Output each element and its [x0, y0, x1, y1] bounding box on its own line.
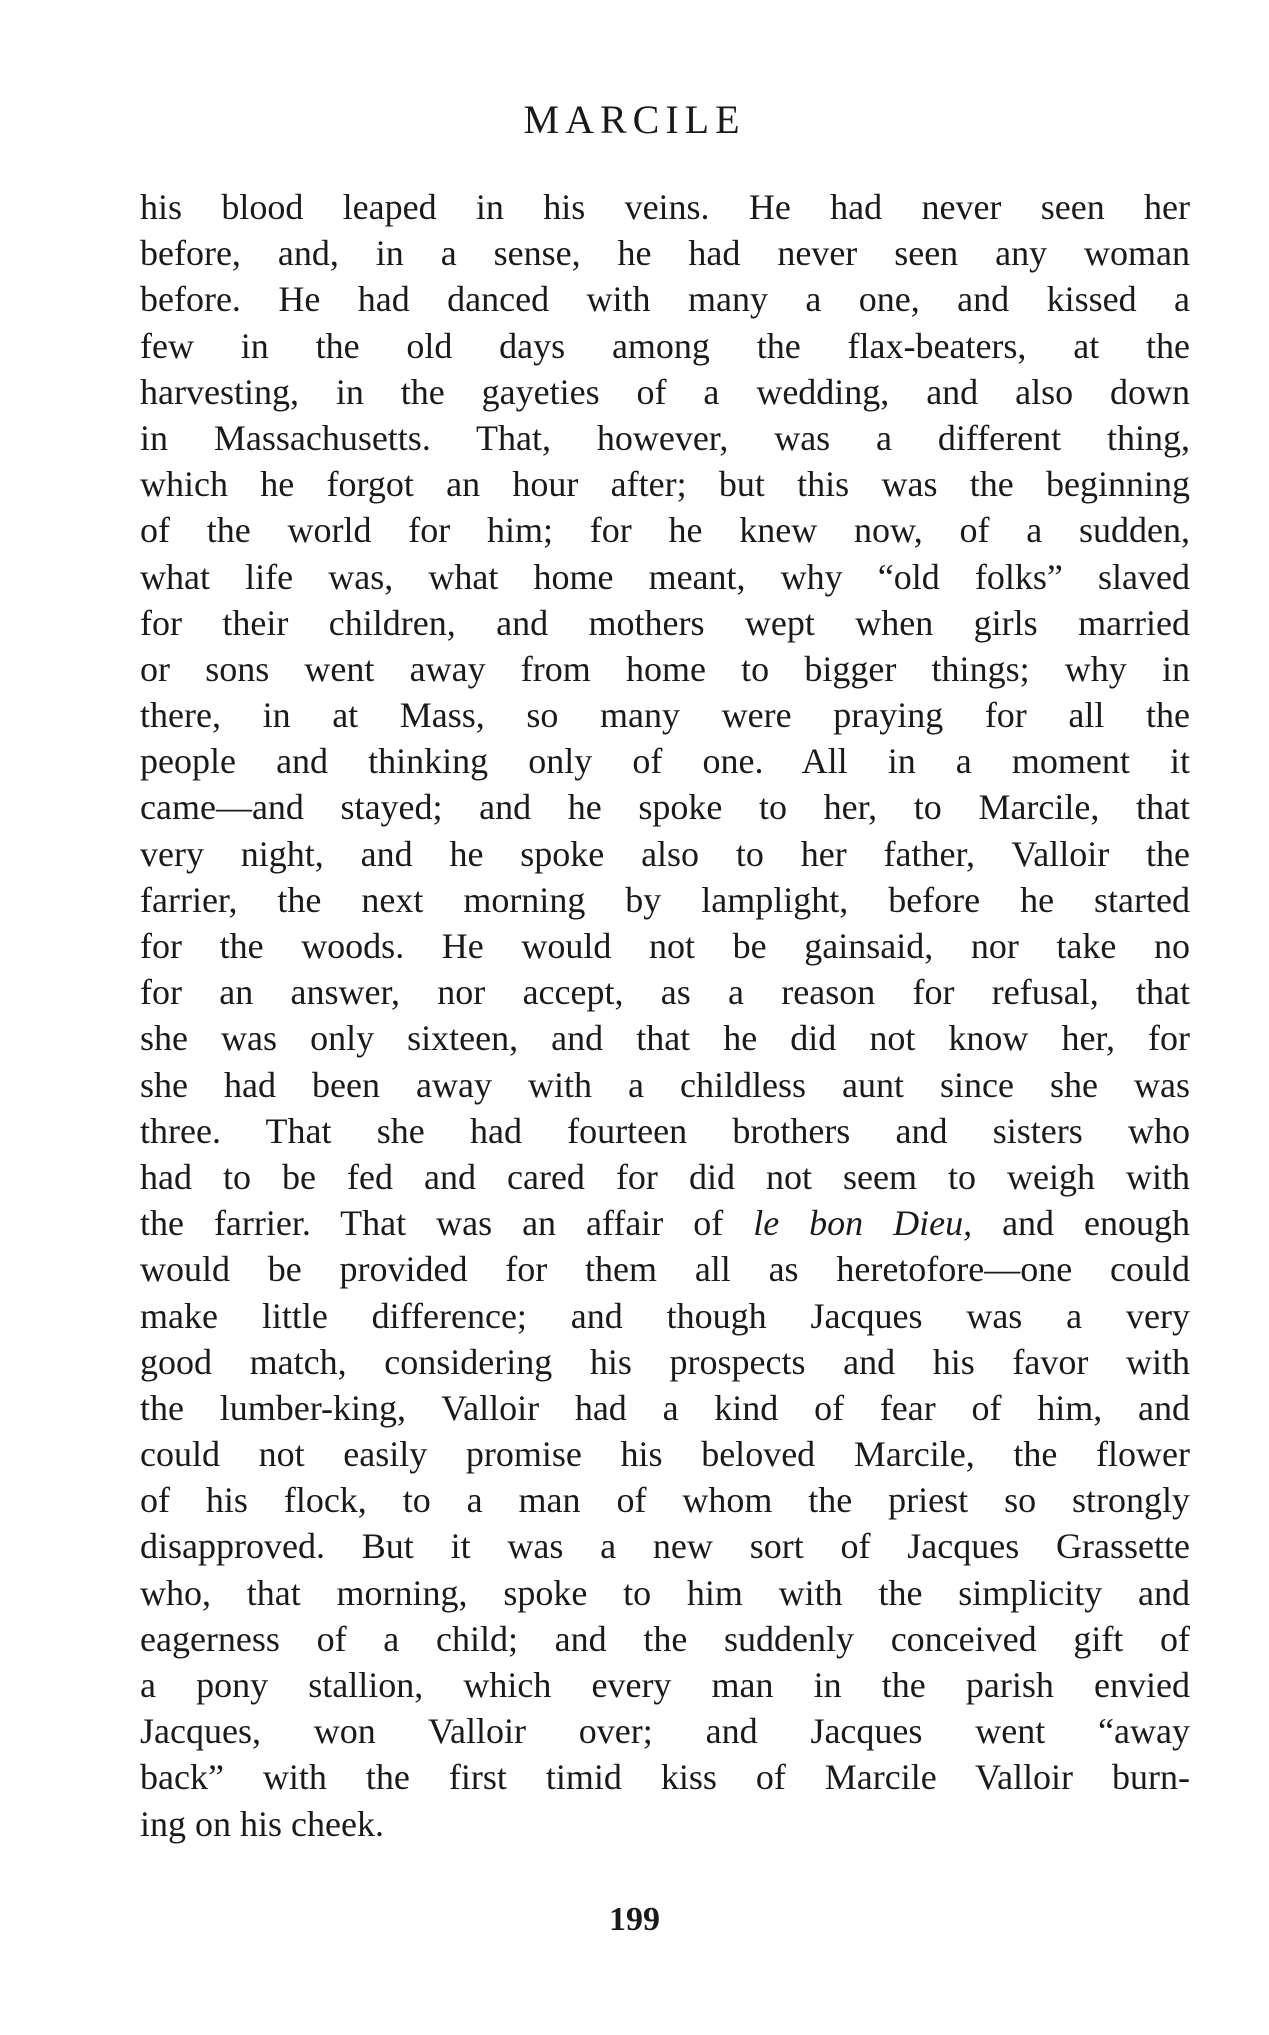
- text-line: of the world for him; for he knew now, of a sudden,: [140, 510, 1190, 551]
- text-line: harvesting, in the gayeties of a wedding, and also down: [140, 371, 1190, 412]
- text-line: back” with the first timid kiss of Marcile Valloir burn-: [140, 1757, 1190, 1798]
- italic-phrase: le bon Dieu,: [753, 1203, 973, 1244]
- text-line: had to be fed and cared for did not seem to weigh with: [140, 1156, 1190, 1197]
- text-line: his blood leaped in his veins. He had never seen her: [140, 187, 1190, 227]
- text-line: three. That she had fourteen brothers and sisters who: [140, 1110, 1190, 1151]
- text-line: could not easily promise his beloved Marcile, the flower: [140, 1434, 1190, 1475]
- text-line: few in the old days among the flax-beaters, at the: [140, 325, 1190, 366]
- text-line: ing on his cheek.: [140, 1803, 384, 1844]
- text-line: what life was, what home meant, why “old folks” slaved: [140, 556, 1190, 597]
- text-line: before, and, in a sense, he had never seen any woman: [140, 233, 1190, 274]
- text-line-segment: and enough: [972, 1203, 1190, 1244]
- text-line: there, in at Mass, so many were praying for all the: [140, 695, 1190, 736]
- text-line: she had been away with a childless aunt since she was: [140, 1064, 1190, 1105]
- text-line: [140, 1200, 1190, 1246]
- text-line: Jacques, won Valloir over; and Jacques went “away: [140, 1711, 1190, 1752]
- text-line: would be provided for them all as heretofore—one could: [140, 1249, 1190, 1290]
- text-line: farrier, the next morning by lamplight, before he started: [140, 879, 1190, 920]
- text-line: who, that morning, spoke to him with the simplicity and: [140, 1572, 1190, 1613]
- text-line: for their children, and mothers wept when girls married: [140, 602, 1190, 643]
- text-line: good match, considering his prospects and his favor with: [140, 1341, 1190, 1382]
- text-line: a pony stallion, which every man in the parish envied: [140, 1665, 1190, 1705]
- running-head: MARCILE: [523, 97, 746, 142]
- text-line: of his flock, to a man of whom the priest so strongly: [140, 1480, 1190, 1521]
- body-paragraph: [140, 184, 1190, 1847]
- text-line: came—and stayed; and he spoke to her, to Marcile, that: [140, 787, 1190, 828]
- text-line: for the woods. He would not be gainsaid, nor take no: [140, 926, 1190, 966]
- text-line: in Massachusetts. That, however, was a different thing,: [140, 417, 1190, 458]
- text-line: people and thinking only of one. All in a moment it: [140, 741, 1190, 782]
- text-line-segment: the farrier. That was an affair of: [140, 1203, 754, 1244]
- text-line: make little difference; and though Jacques was a very: [140, 1295, 1190, 1336]
- page-number: 199: [609, 1901, 660, 1938]
- text-line: she was only sixteen, and that he did not know her, for: [140, 1018, 1190, 1059]
- text-line: eagerness of a child; and the suddenly conceived gift of: [140, 1618, 1190, 1659]
- text-line: for an answer, nor accept, as a reason for refusal, that: [140, 972, 1190, 1013]
- text-line: the lumber-king, Valloir had a kind of fear of him, and: [140, 1387, 1190, 1428]
- text-line: very night, and he spoke also to her father, Valloir the: [140, 833, 1190, 874]
- text-line: before. He had danced with many a one, and kissed a: [140, 279, 1190, 320]
- text-line: or sons went away from home to bigger things; why in: [140, 648, 1190, 689]
- text-line: disapproved. But it was a new sort of Jacques Grassette: [140, 1526, 1190, 1567]
- text-line: which he forgot an hour after; but this was the beginning: [140, 464, 1190, 505]
